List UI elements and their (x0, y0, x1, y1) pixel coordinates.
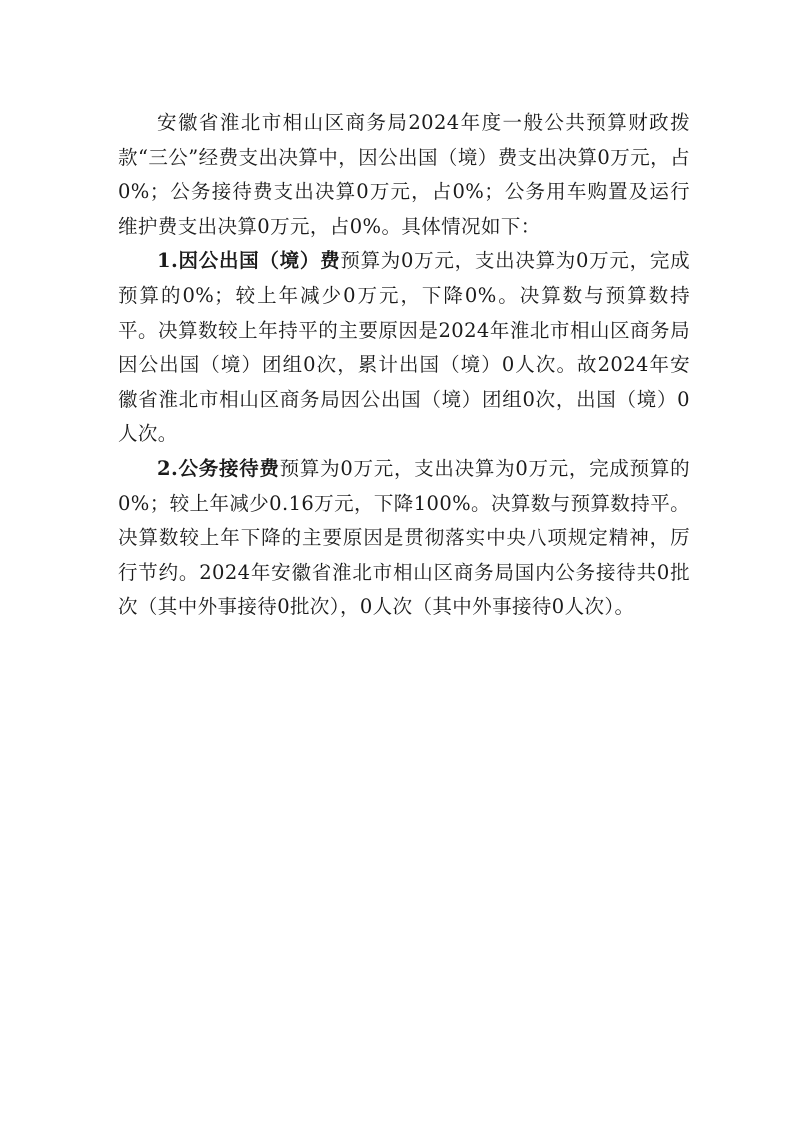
section-reception-body: 预算为0万元，支出决算为0万元，完成预算的0%；较上年减少0.16万元，下降100%。决算数与预算数持平。决算数较上年下降的主要原因是贯彻落实中央八项规定精神，厉行节约。2024年安徽省淮北市相山区商务局国内公务接待共0批次（其中外事接待0批次），0人次（其中外事接待0人次）。 (118, 456, 690, 619)
section-reception-paragraph (118, 452, 690, 625)
section-overseas-paragraph (118, 244, 690, 452)
intro-paragraph (118, 106, 690, 244)
intro-text: 安徽省淮北市相山区商务局2024年度一般公共预算财政拨款“三公”经费支出决算中，因公出国（境）费支出决算0万元，占0%；公务接待费支出决算0万元，占0%；公务用车购置及运行维护费支出决算0万元，占0%。具体情况如下： (118, 111, 690, 238)
section-overseas-body: 预算为0万元，支出决算为0万元，完成预算的0%；较上年减少0万元，下降0%。决算数与预算数持平。决算数较上年持平的主要原因是2024年淮北市相山区商务局因公出国（境）团组0次，累计出国（境）0人次。故2024年安徽省淮北市相山区商务局因公出国（境）团组0次，出国（境）0人次。 (118, 249, 690, 446)
section-overseas-heading: 1.因公出国（境）费 (157, 249, 341, 273)
document-page (118, 106, 690, 625)
section-reception-heading: 2.公务接待费 (157, 456, 280, 480)
